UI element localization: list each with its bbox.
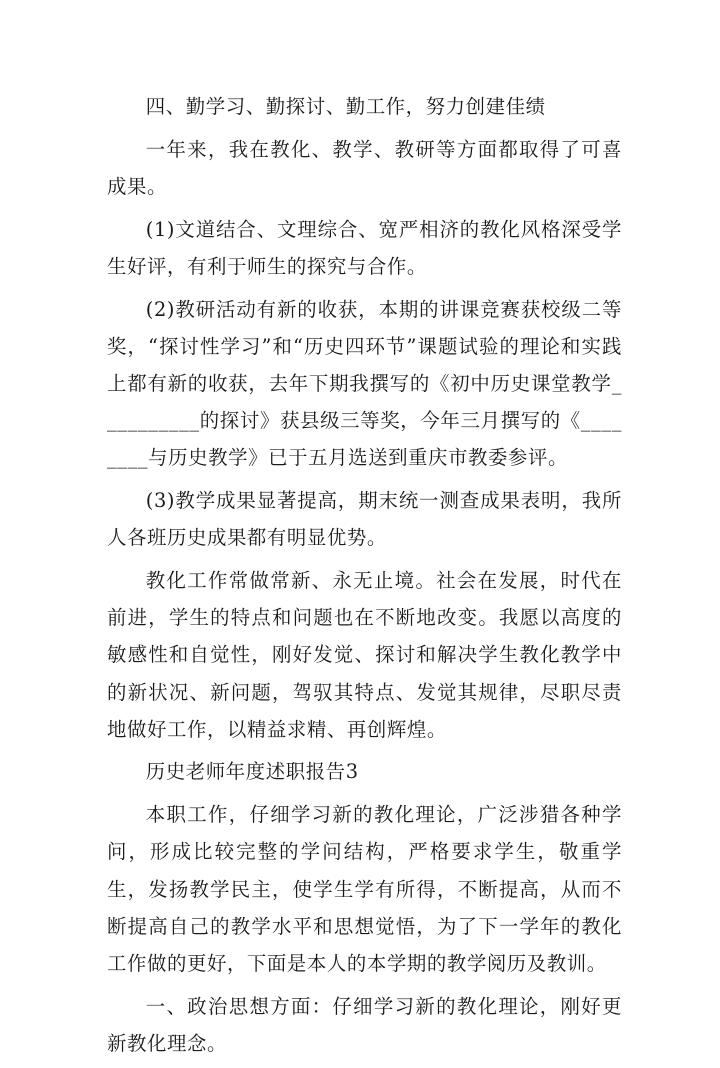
paragraph: (2)教研活动有新的收获，本期的讲课竞赛获校级二等奖，“探讨性学习”和“历史四环节”课题试验的理论和实践上都有新的收获，去年下期我撰写的《初中历史课堂教学__________的探讨》获县级三等奖，今年三月撰写的《________与历史教学》已于五月选送到重庆市教委参评。	[107, 297, 622, 470]
document-body	[107, 88, 622, 1068]
section-heading: 四、勤学习、勤探讨、勤工作，努力创建佳绩	[145, 95, 546, 118]
paragraph: (3)教学成果显著提高，期末统一测查成果表明，我所人各班历史成果都有明显优势。	[107, 489, 622, 550]
paragraph: 教化工作常做常新、永无止境。社会在发展，时代在前进，学生的特点和问题也在不断地改变。我愿以高度的敏感性和自觉性，刚好发觉、探讨和解决学生教化教学中的新状况、新问题，驾驭其特点、发觉其规律，尽职尽责地做好工作，以精益求精、再创辉煌。	[107, 568, 622, 741]
paragraph: (1)文道结合、文理综合、宽严相济的教化风格深受学生好评，有利于师生的探究与合作。	[107, 217, 622, 278]
paragraph: 一、政治思想方面：仔细学习新的教化理论，刚好更新教化理念。	[107, 994, 622, 1055]
paragraph: 本职工作，仔细学习新的教化理论，广泛涉猎各种学问，形成比较完整的学问结构，严格要求学生，敬重学生，发扬教学民主，使学生学有所得，不断提高，从而不断提高自己的教学水平和思想觉悟，为了下一学年的教化工作做的更好，下面是本人的本学期的教学阅历及教训。	[107, 803, 622, 975]
paragraph: 一年来，我在教化、教学、教研等方面都取得了可喜成果。	[107, 137, 622, 198]
report-title: 历史老师年度述职报告3	[145, 760, 359, 784]
